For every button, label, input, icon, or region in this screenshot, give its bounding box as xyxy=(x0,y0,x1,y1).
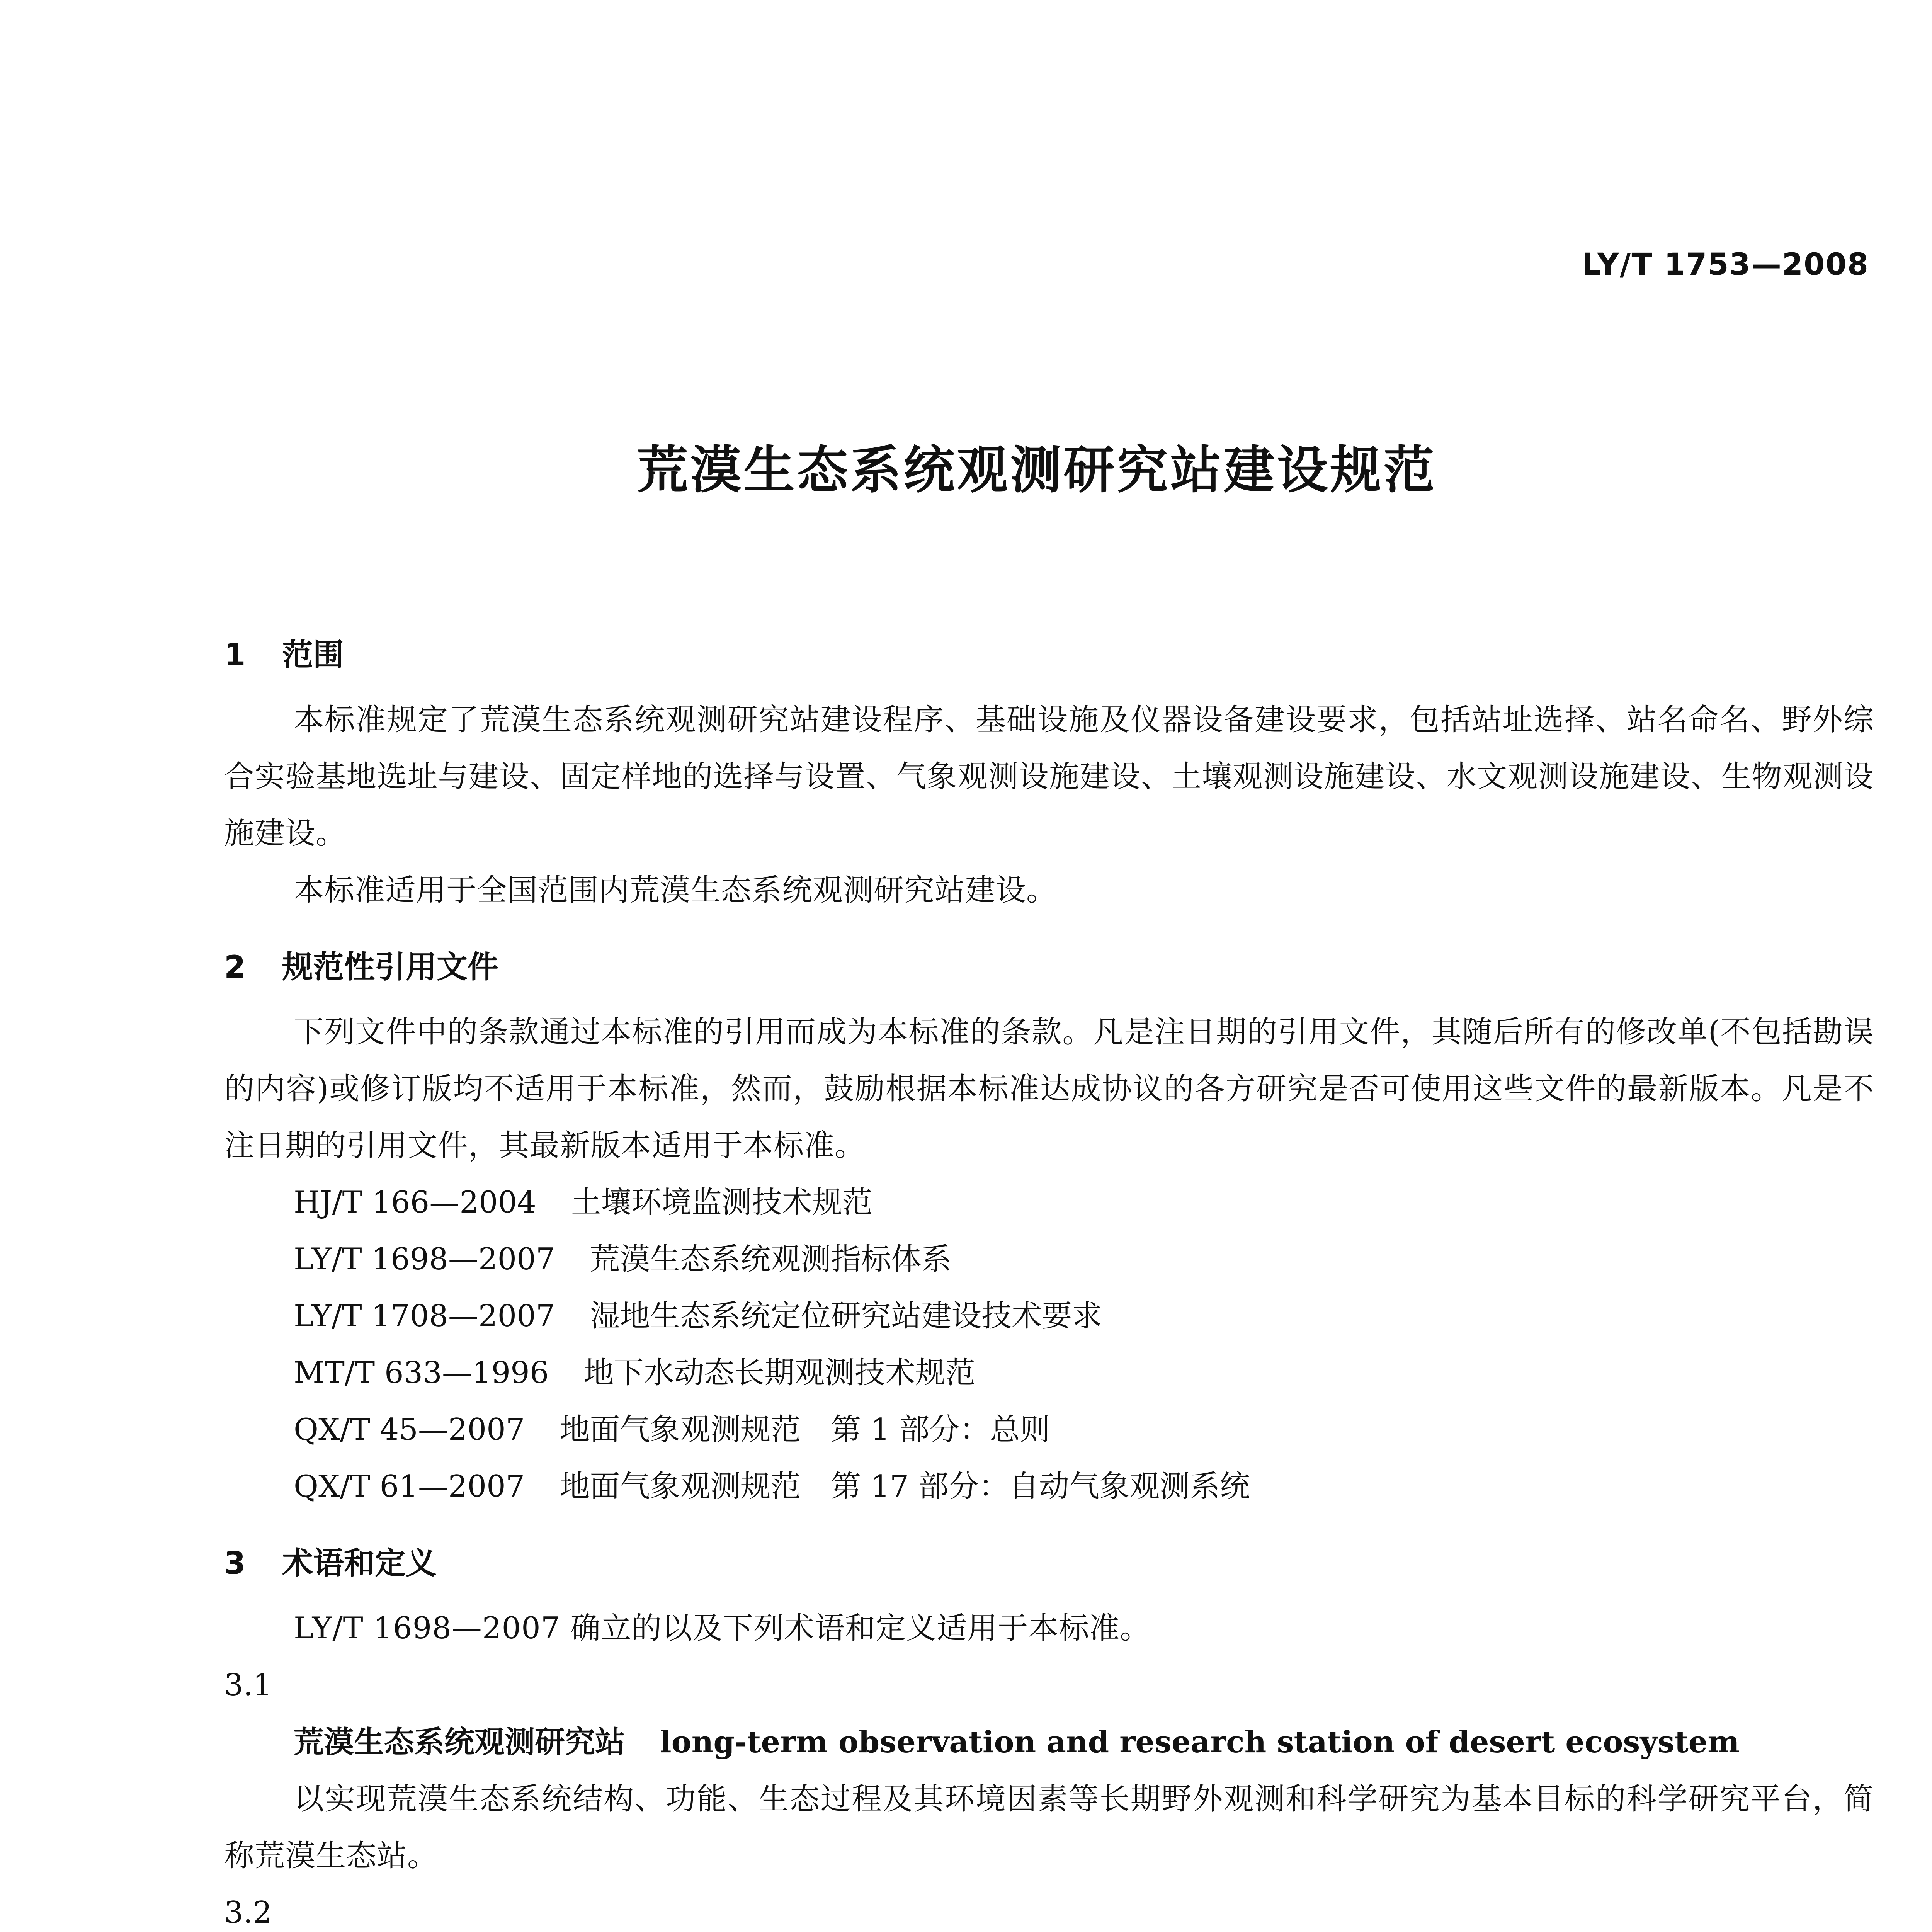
reference-code: QX/T 61—2007 xyxy=(294,1469,525,1504)
section-title: 规范性引用文件 xyxy=(282,949,498,985)
reference-item xyxy=(294,1231,1874,1288)
reference-name: 地面气象观测规范 第 1 部分：总则 xyxy=(560,1412,1050,1447)
reference-name: 湿地生态系统定位研究站建设技术要求 xyxy=(590,1299,1102,1333)
section-number: 1 xyxy=(224,637,246,673)
reference-item xyxy=(294,1401,1874,1458)
section-number: 3 xyxy=(224,1545,246,1581)
term-number: 3.2 xyxy=(224,1895,272,1930)
section-1-paragraph-1: 本标准规定了荒漠生态系统观测研究站建设程序、基础设施及仪器设备建设要求，包括站址选择、站名命名、野外综合实验基地选址与建设、固定样地的选择与设置、气象观测设施建设、土壤观测设施建设、水文观测设施建设、生物观测设施建设。 xyxy=(224,702,1874,851)
reference-item xyxy=(294,1458,1874,1515)
reference-name: 土壤环境监测技术规范 xyxy=(571,1185,872,1220)
reference-item xyxy=(294,1288,1874,1345)
reference-code: QX/T 45—2007 xyxy=(294,1412,525,1447)
standard-code: LY/T 1753—2008 xyxy=(1582,247,1869,282)
section-2-heading xyxy=(224,938,1874,996)
reference-code: LY/T 1708—2007 xyxy=(294,1299,555,1333)
reference-code: HJ/T 166—2004 xyxy=(294,1185,536,1220)
section-3-intro: LY/T 1698—2007 确立的以及下列术语和定义适用于本标准。 xyxy=(294,1611,1151,1646)
term-english: long-term observation and research station of desert ecosystem xyxy=(660,1725,1740,1760)
term-definition: 以实现荒漠生态系统结构、功能、生态过程及其环境因素等长期野外观测和科学研究为基本目标的科学研究平台，简称荒漠生态站。 xyxy=(224,1782,1874,1873)
section-1-paragraph-2: 本标准适用于全国范围内荒漠生态系统观测研究站建设。 xyxy=(294,873,1057,908)
document-body xyxy=(224,626,1874,1932)
section-title: 范围 xyxy=(282,637,344,673)
document-title: 荒漠生态系统观测研究站建设规范 xyxy=(637,440,1437,500)
section-2-paragraph: 下列文件中的条款通过本标准的引用而成为本标准的条款。凡是注日期的引用文件，其随后所有的修改单(不包括勘误的内容)或修订版均不适用于本标准，然而，鼓励根据本标准达成协议的各方研究是否可使用这些文件的最新版本。凡是不注日期的引用文件，其最新版本适用于本标准。 xyxy=(224,1015,1874,1163)
reference-item xyxy=(294,1174,1874,1231)
term-heading xyxy=(294,1714,1874,1771)
section-1-heading xyxy=(224,626,1874,684)
section-3-heading xyxy=(224,1534,1874,1592)
term-chinese: 荒漠生态系统观测研究站 xyxy=(294,1725,626,1760)
section-title: 术语和定义 xyxy=(282,1545,437,1581)
normative-reference-list xyxy=(294,1174,1874,1515)
reference-code: LY/T 1698—2007 xyxy=(294,1242,555,1277)
section-number: 2 xyxy=(224,949,246,985)
reference-item xyxy=(294,1345,1874,1401)
reference-name: 地下水动态长期观测技术规范 xyxy=(583,1355,976,1390)
reference-code: MT/T 633—1996 xyxy=(294,1355,549,1390)
term-number: 3.1 xyxy=(224,1668,272,1702)
reference-name: 荒漠生态系统观测指标体系 xyxy=(590,1242,952,1277)
reference-name: 地面气象观测规范 第 17 部分：自动气象观测系统 xyxy=(560,1469,1250,1504)
